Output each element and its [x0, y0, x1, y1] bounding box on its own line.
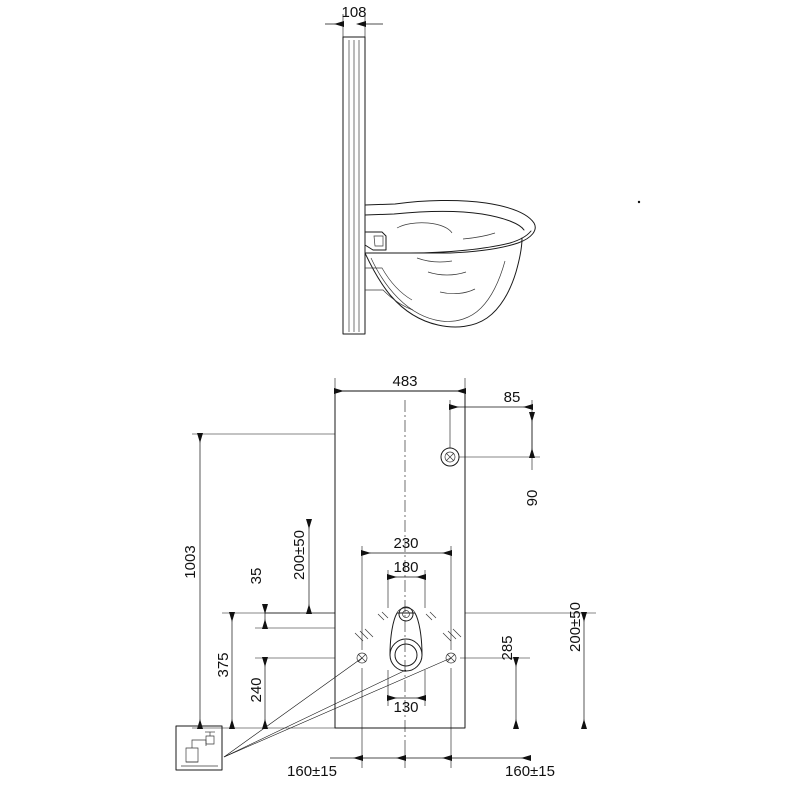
dim-130	[388, 670, 425, 716]
fixing-bolt-upper	[399, 607, 413, 621]
dim-375-label: 375	[215, 652, 232, 678]
dim-240	[248, 658, 335, 728]
toilet-pan-side-profile	[365, 200, 535, 327]
dim-285	[460, 635, 530, 728]
dim-90	[459, 413, 541, 506]
dim-108-label: 108	[341, 4, 367, 21]
dim-200-50-left	[291, 520, 335, 613]
connection-hatch-inner-right	[426, 612, 436, 620]
dim-108	[325, 4, 383, 37]
dim-35-label: 35	[248, 567, 265, 585]
reference-dot	[638, 201, 640, 203]
wall-frame-side	[343, 37, 365, 334]
dim-200-50-right	[465, 602, 596, 728]
connection-hatch-inner-left	[378, 612, 388, 620]
dim-1003-label: 1003	[182, 545, 199, 579]
dim-240-label: 240	[248, 677, 265, 703]
dim-160-15-left-label: 160±15	[287, 763, 337, 780]
dim-160-15-right-label: 160±15	[505, 763, 555, 780]
dim-180-label: 180	[393, 559, 419, 576]
dim-230	[362, 535, 451, 650]
dim-85	[450, 389, 532, 470]
water-supply-icon	[176, 726, 222, 770]
dim-375	[215, 613, 335, 728]
dim-180	[388, 559, 425, 608]
dim-85-label: 85	[503, 389, 521, 406]
dim-160-15-right	[405, 668, 555, 780]
dim-285-label: 285	[499, 635, 516, 661]
dim-160-15-left	[287, 668, 405, 780]
dim-230-label: 230	[393, 535, 419, 552]
side-elevation-view	[325, 4, 640, 334]
dim-200-50-left-label: 200±50	[291, 530, 308, 580]
dim-483	[335, 373, 465, 391]
water-inlet-point	[441, 448, 459, 466]
dim-200-50-right-label: 200±50	[567, 602, 584, 652]
dim-130-label: 130	[393, 699, 419, 716]
dim-90-label: 90	[524, 489, 541, 507]
dim-483-label: 483	[392, 373, 418, 390]
connection-hatch-left	[355, 629, 373, 641]
connection-hatch-right	[443, 629, 461, 641]
